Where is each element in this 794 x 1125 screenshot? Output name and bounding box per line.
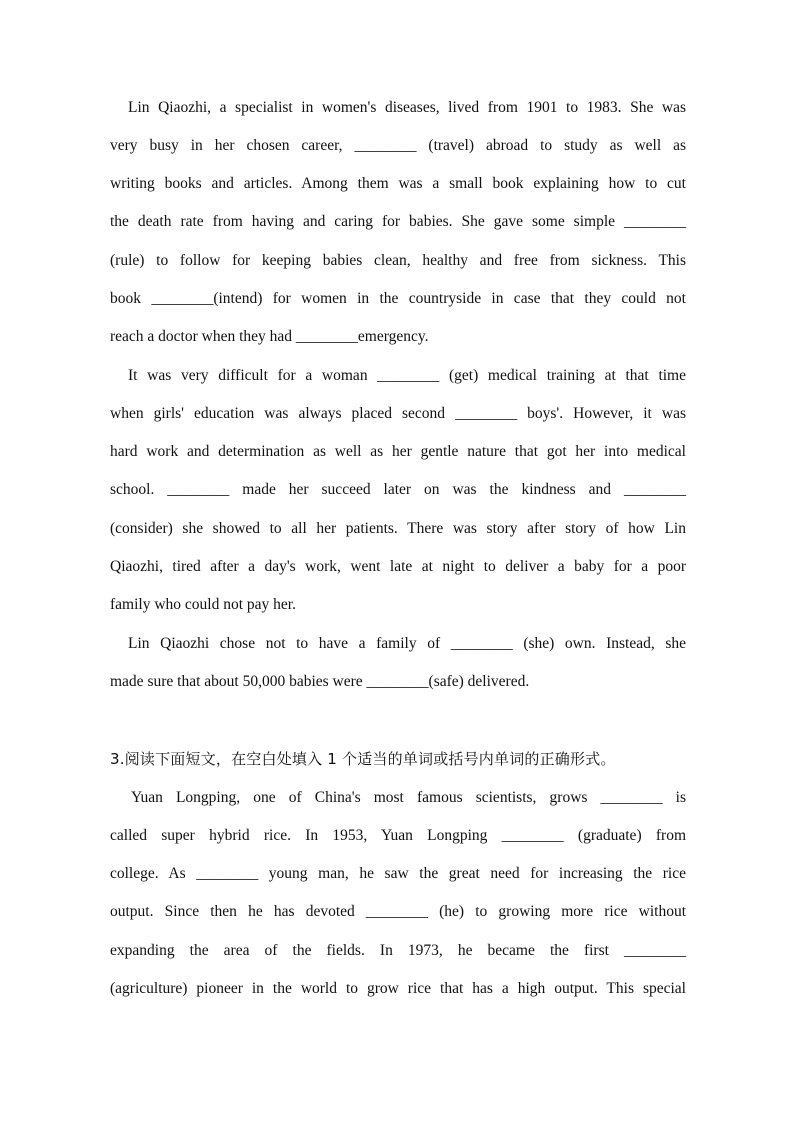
passage-line: (agriculture) pioneer in the world to grow rice that has a high output. This special <box>110 980 686 997</box>
passage-line: hard work and determination as well as her gentle nature that got her into medical <box>110 443 686 460</box>
passage-line: the death rate from having and caring for babies. She gave some simple ________ <box>110 213 686 230</box>
passage-line: family who could not pay her. <box>110 596 296 613</box>
passage-line: Qiaozhi, tired after a day's work, went late at night to deliver a baby for a poor <box>110 558 686 575</box>
passage-line: college. As ________ young man, he saw the great need for increasing the rice <box>110 865 686 882</box>
section-heading: 3.阅读下面短文，在空白处填入 1 个适当的单词或括号内单词的正确形式。 <box>110 750 616 768</box>
passage-line: school. ________ made her succeed later on was the kindness and ________ <box>110 481 686 498</box>
passage-line: book ________(intend) for women in the countryside in case that they could not <box>110 290 686 307</box>
passage-line: expanding the area of the fields. In 1973, he became the first ________ <box>110 942 686 959</box>
passage-line: It was very difficult for a woman ________ (get) medical training at that time <box>128 367 686 384</box>
passage-line: when girls' education was always placed second ________ boys'. However, it was <box>110 405 686 422</box>
passage-line: writing books and articles. Among them was a small book explaining how to cut <box>110 175 686 192</box>
passage-line: reach a doctor when they had ________emergency. <box>110 328 429 345</box>
passage-line: output. Since then he has devoted ________ (he) to growing more rice without <box>110 903 686 920</box>
passage-line: called super hybrid rice. In 1953, Yuan Longping ________ (graduate) from <box>110 827 686 844</box>
passage-line: Lin Qiaozhi chose not to have a family of ________ (she) own. Instead, she <box>128 635 686 652</box>
passage-line: very busy in her chosen career, ________ (travel) abroad to study as well as <box>110 137 686 154</box>
passage-line: Lin Qiaozhi, a specialist in women's diseases, lived from 1901 to 1983. She was <box>128 99 686 116</box>
passage-line: Yuan Longping, one of China's most famous scientists, grows ________ is <box>131 789 686 806</box>
passage-line: (rule) to follow for keeping babies clean, healthy and free from sickness. This <box>110 252 686 269</box>
passage-line: made sure that about 50,000 babies were ________(safe) delivered. <box>110 673 530 690</box>
passage-line: (consider) she showed to all her patients. There was story after story of how Lin <box>110 520 686 537</box>
